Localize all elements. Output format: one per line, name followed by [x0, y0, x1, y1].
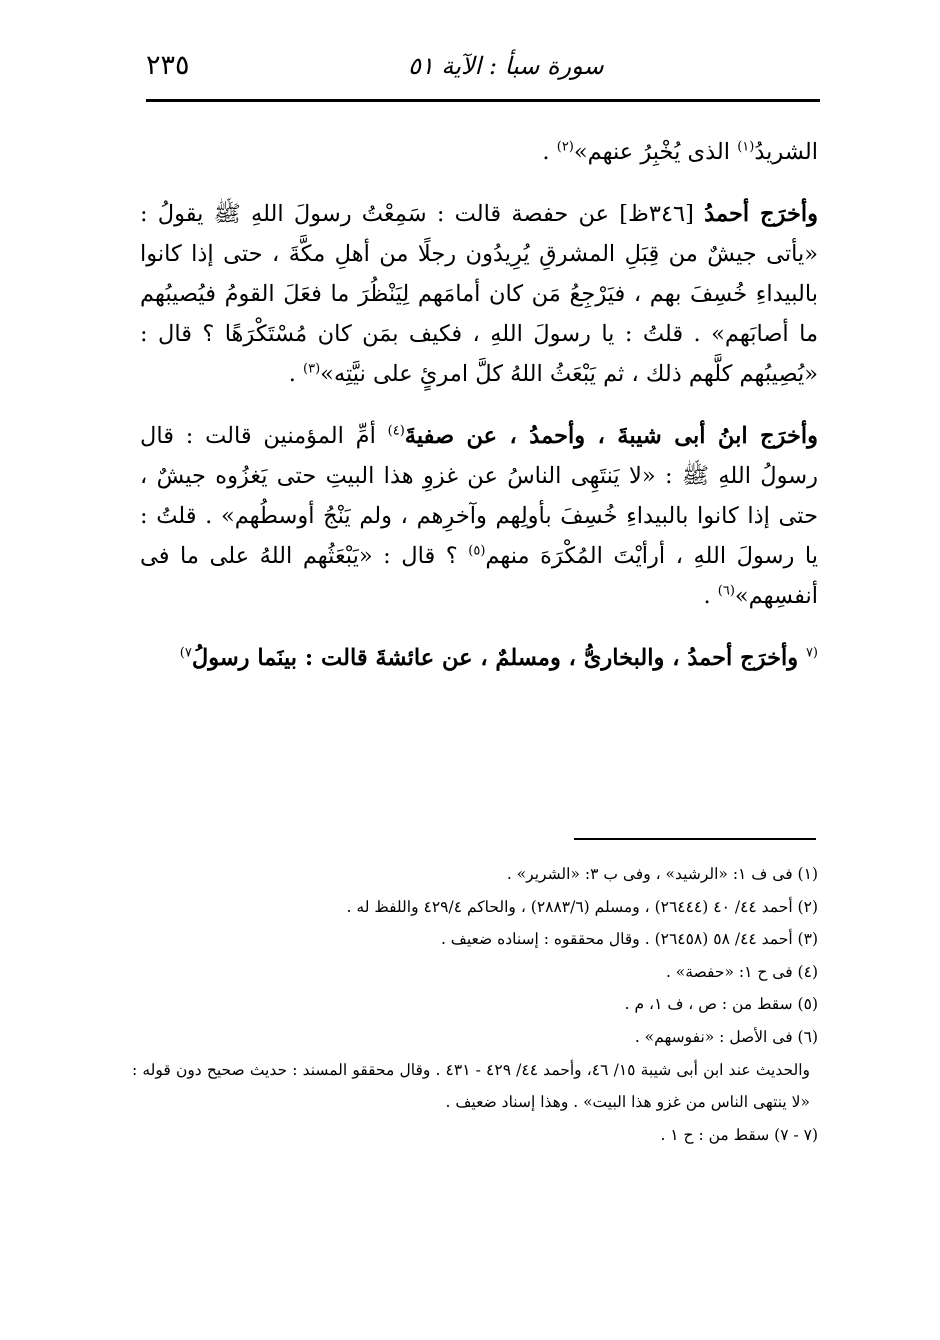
paragraph-4 [140, 638, 818, 678]
paragraph-lead: وأخرَج أحمدُ ، والبخارىُّ ، ومسلمٌ ، عن عائشةَ قالت : بينَما رسولُ [191, 645, 806, 671]
running-title: سورة سبأ : الآية ٥١ [408, 52, 604, 80]
paragraph-lead: وأخرَج ابنُ أبى شيبةَ ، وأحمدُ ، عن صفيةَ [404, 423, 818, 449]
footnote-ref-5[interactable]: (٥) [468, 543, 486, 559]
text-run: . [288, 361, 304, 387]
text-run: . [542, 139, 557, 165]
footnote-7: (٧ - ٧) سقط من : ح ١ . [660, 1125, 818, 1144]
text-run: أمِّ المؤمنين قالت : قال رسولُ اللهِ ﷺ : «لا يَنتَهِى الناسُ عن غزوِ هذا البيتِ حتى يَغزُوه جيشٌ ، حتى إذا كانوا بالبيداءِ خُسِفَ بأولِهم وآخرِهم ، ولم يَنْجُ أوسطُهم» . قلتُ : يا رسولَ اللهِ ، أرأيْتَ المُكْرَهَ منهم [140, 423, 818, 569]
footnote-ref-4[interactable]: (٤) [387, 423, 405, 439]
footnote-ref-1[interactable]: (١) [737, 139, 755, 155]
main-text [140, 132, 818, 678]
footnote-2: (٢) أحمد ٤٤/ ٤٠ (٢٦٤٤٤) ، ومسلم (٢٨٨٣/٦) ، والحاكم ٤٢٩/٤ واللفظ له . [346, 897, 818, 916]
paragraph-lead: وأخرَج أحمدُ [704, 201, 819, 227]
footnote-1: (١) فى ف ١: «الرشيد» ، وفى ب ٣: «الشرير» . [506, 865, 818, 883]
footnote-3: (٣) أحمد ٤٤/ ٥٨ (٢٦٤٥٨) . وقال محققوه : إسناده ضعيف . [440, 930, 818, 949]
paragraph-2 [140, 194, 818, 394]
text-run: الذى يُخْبِرُ عنهم» [573, 139, 738, 165]
text-run: الشريدُ [754, 139, 818, 165]
footnote-4: (٤) فى ح ١: «حفصة» . [665, 962, 818, 981]
text-run: . [703, 583, 718, 609]
footnote-ref-7-open[interactable]: (٧ [805, 645, 818, 661]
footnote-ref-6[interactable]: (٦) [717, 583, 735, 599]
footnote-6: (٦) فى الأصل : «نفوسهم» . [634, 1027, 818, 1046]
footnote-ref-2[interactable]: (٢) [556, 139, 574, 155]
text-run: ؟ قال : «يَبْعَثُهم اللهُ على ما فى أنفسِهم» [140, 543, 818, 609]
footnote-ref-3[interactable]: (٣) [303, 361, 321, 377]
footnote-6-continuation: والحديث عند ابن أبى شيبة ١٥/ ٤٦، وأحمد ٤٤/ ٤٢٩ - ٤٣١ . وقال محققو المسند : حديث صحيح دون قوله : «لا ينتهى الناس من غزو هذا البيت» . وهذا إسناد ضعيف . [132, 1060, 811, 1112]
header-rule [146, 99, 820, 102]
paragraph-3 [140, 416, 818, 616]
footnote-5: (٥) سقط من : ص ، ف ١، م . [624, 995, 818, 1014]
page-number: ٢٣٥ [146, 50, 190, 81]
text-run: [٣٤٦ظ] عن حفصة قالت : سَمِعْتُ رسولَ اللهِ ﷺ يقولُ : «يأتى جيشٌ من قِبَلِ المشرقِ يُرِيدُون رجلًا من أهلِ مكَّةَ ، حتى إذا كانوا بالبيداءِ خُسِفَ بهم ، فيَرْجِعُ مَن كان أمامَهم لِيَنْظُرَ ما فعَلَ القومُ فيُصيبُهم ما أصابَهم» . قلتُ : يا رسولَ اللهِ ، فكيف بمَن كان مُسْتَكْرَهًا ؟ قال : «يُصِيبُهم كلَّهم ذلك ، ثم يَبْعَثُ اللهُ كلَّ امرئٍ على نيَّتِه» [140, 201, 818, 387]
footnotes [132, 858, 818, 1151]
paragraph-1 [140, 132, 818, 172]
page-header [146, 46, 820, 96]
footnote-ref-7-close[interactable]: ٧) [179, 645, 192, 661]
footnote-separator [574, 838, 816, 840]
